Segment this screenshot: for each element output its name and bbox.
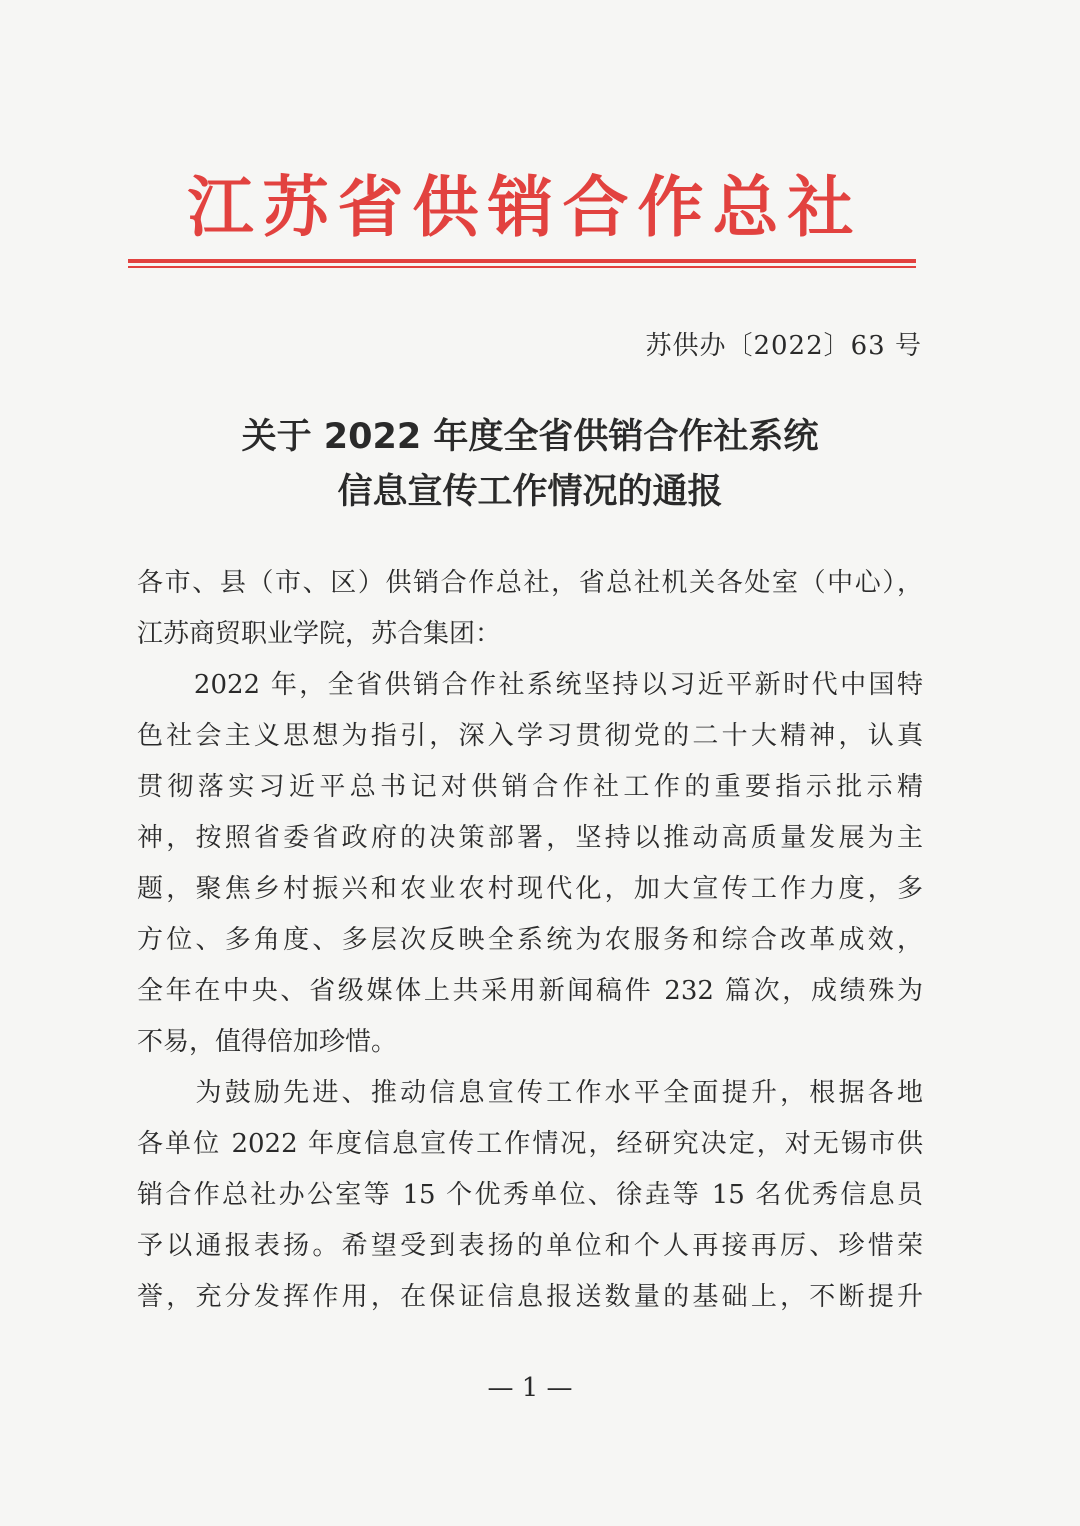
- org-header: 江苏省供销合作总社: [187, 169, 863, 246]
- paragraph-line: 神，按照省委省政府的决策部署，坚持以推动高质量发展为主: [137, 823, 923, 853]
- paragraph-line: 誉，充分发挥作用，在保证信息报送数量的基础上，不断提升: [137, 1282, 923, 1312]
- paragraph-line: 为鼓励先进、推动信息宣传工作水平全面提升，根据各地: [137, 1078, 923, 1108]
- document-body: [137, 558, 923, 1323]
- paragraph-line: 题，聚焦乡村振兴和农业农村现代化，加大宣传工作力度，多: [137, 874, 923, 904]
- title-line-2: 信息宣传工作情况的通报: [337, 472, 723, 512]
- paragraph-line: 方位、多角度、多层次反映全系统为农服务和综合改革成效，: [137, 925, 923, 955]
- page-number: — 1 —: [487, 1373, 573, 1403]
- addressee-line: 江苏商贸职业学院，苏合集团：: [137, 619, 502, 649]
- addressee-line: 各市、县（市、区）供销合作总社，省总社机关各处室（中心），: [137, 568, 923, 598]
- document-number: 苏供办〔2022〕63 号: [645, 331, 922, 361]
- paragraph-line: 色社会主义思想为指引，深入学习贯彻党的二十大精神，认真: [137, 721, 923, 751]
- paragraph-line: 予以通报表扬。希望受到表扬的单位和个人再接再厉、珍惜荣: [137, 1231, 923, 1261]
- header-rule-thick: [128, 259, 916, 263]
- title-line-1: 关于 2022 年度全省供销合作社系统: [241, 417, 819, 457]
- paragraph-line: 各单位 2022 年度信息宣传工作情况，经研究决定，对无锡市供: [137, 1129, 923, 1159]
- header-rule-thin: [128, 266, 916, 268]
- paragraph-line: 全年在中央、省级媒体上共采用新闻稿件 232 篇次，成绩殊为: [137, 976, 923, 1006]
- paragraph-line: 销合作总社办公室等 15 个优秀单位、徐垚等 15 名优秀信息员: [137, 1180, 923, 1210]
- paragraph-line: 不易，值得倍加珍惜。: [137, 1027, 398, 1057]
- paragraph-line: 2022 年，全省供销合作社系统坚持以习近平新时代中国特: [137, 670, 923, 700]
- paragraph-line: 贯彻落实习近平总书记对供销合作社工作的重要指示批示精: [137, 772, 923, 802]
- document-title: [0, 410, 1060, 520]
